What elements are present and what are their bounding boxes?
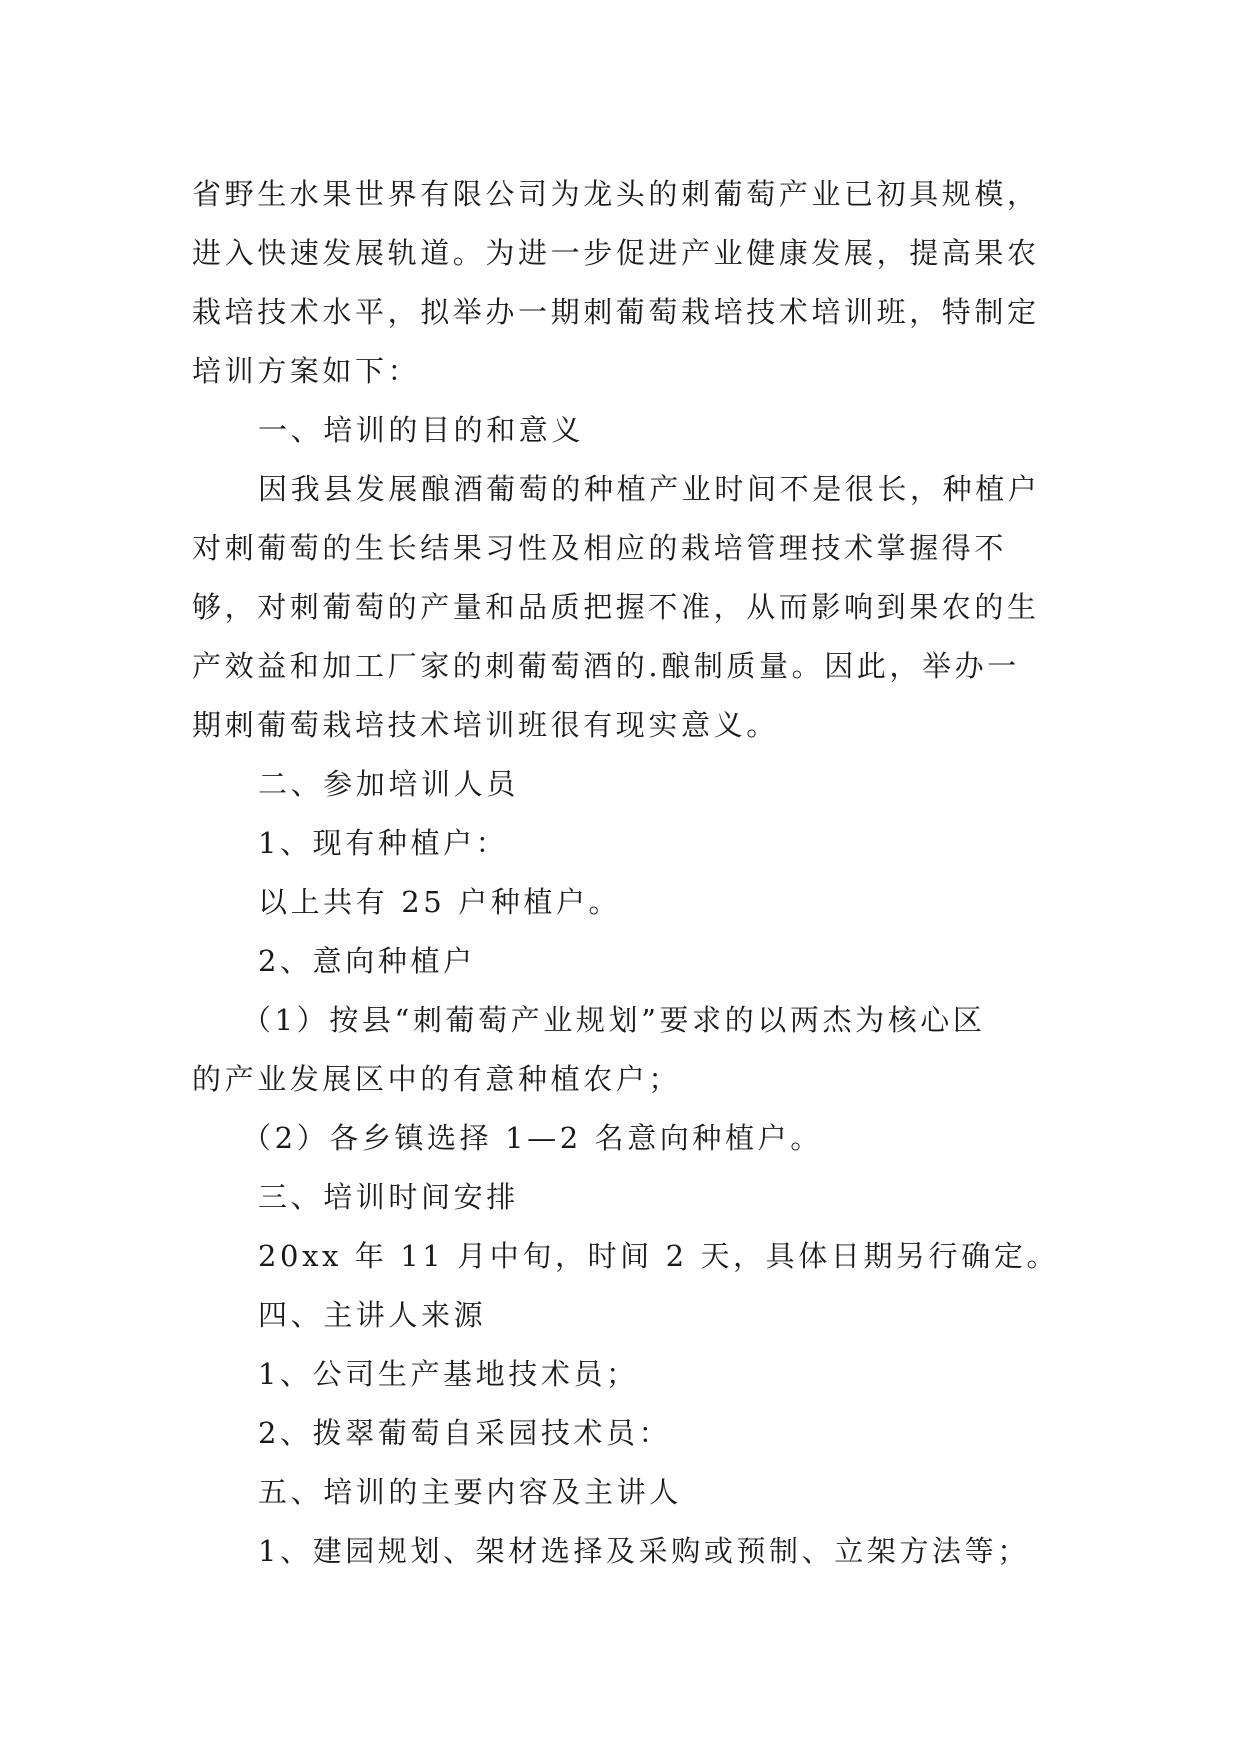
list-item: （2）各乡镇选择 1—2 名意向种植户。 (242, 1121, 823, 1155)
paragraph-line: 以上共有 25 户种植户。 (258, 885, 622, 919)
list-item: 1、公司生产基地技术员； (258, 1357, 639, 1391)
paragraph-line: 20xx 年 11 月中旬，时间 2 天，具体日期另行确定。 (258, 1239, 1060, 1273)
list-item: 2、意向种植户 (258, 944, 476, 978)
paragraph-line: 省野生水果世界有限公司为龙头的刺葡萄产业已初具规模， (192, 177, 1040, 211)
section-heading-5: 五、培训的主要内容及主讲人 (258, 1475, 682, 1509)
list-item: 1、现有种植户： (258, 826, 509, 860)
list-item: 2、拨翠葡萄自采园技术员： (258, 1416, 672, 1450)
document-body (192, 165, 1062, 1581)
paragraph-line: 栽培技术水平，拟举办一期刺葡萄栽培技术培训班，特制定 (192, 295, 1040, 329)
list-item: （1）按县“刺葡萄产业规划”要求的以两杰为核心区 (242, 1003, 986, 1037)
paragraph-line: 够，对刺葡萄的产量和品质把握不准，从而影响到果农的生 (192, 590, 1040, 624)
list-item: 1、建园规划、架材选择及采购或预制、立架方法等； (258, 1534, 1030, 1568)
paragraph-line: 进入快速发展轨道。为进一步促进产业健康发展，提高果农 (192, 236, 1040, 270)
section-heading-3: 三、培训时间安排 (258, 1180, 519, 1214)
paragraph-line: 期刺葡萄栽培技术培训班很有现实意义。 (192, 708, 779, 742)
section-heading-1: 一、培训的目的和意义 (258, 413, 585, 447)
section-heading-4: 四、主讲人来源 (258, 1298, 487, 1332)
paragraph-line: 产效益和加工厂家的刺葡萄酒的.酿制质量。因此，举办一 (192, 649, 1020, 683)
paragraph-line: 培训方案如下： (192, 354, 421, 388)
section-heading-2: 二、参加培训人员 (258, 767, 519, 801)
paragraph-line: 因我县发展酿酒葡萄的种植产业时间不是很长，种植户 (258, 472, 1041, 506)
paragraph-line: 对刺葡萄的生长结果习性及相应的栽培管理技术掌握得不 (192, 531, 1008, 565)
paragraph-line: 的产业发展区中的有意种植农户； (192, 1062, 682, 1096)
